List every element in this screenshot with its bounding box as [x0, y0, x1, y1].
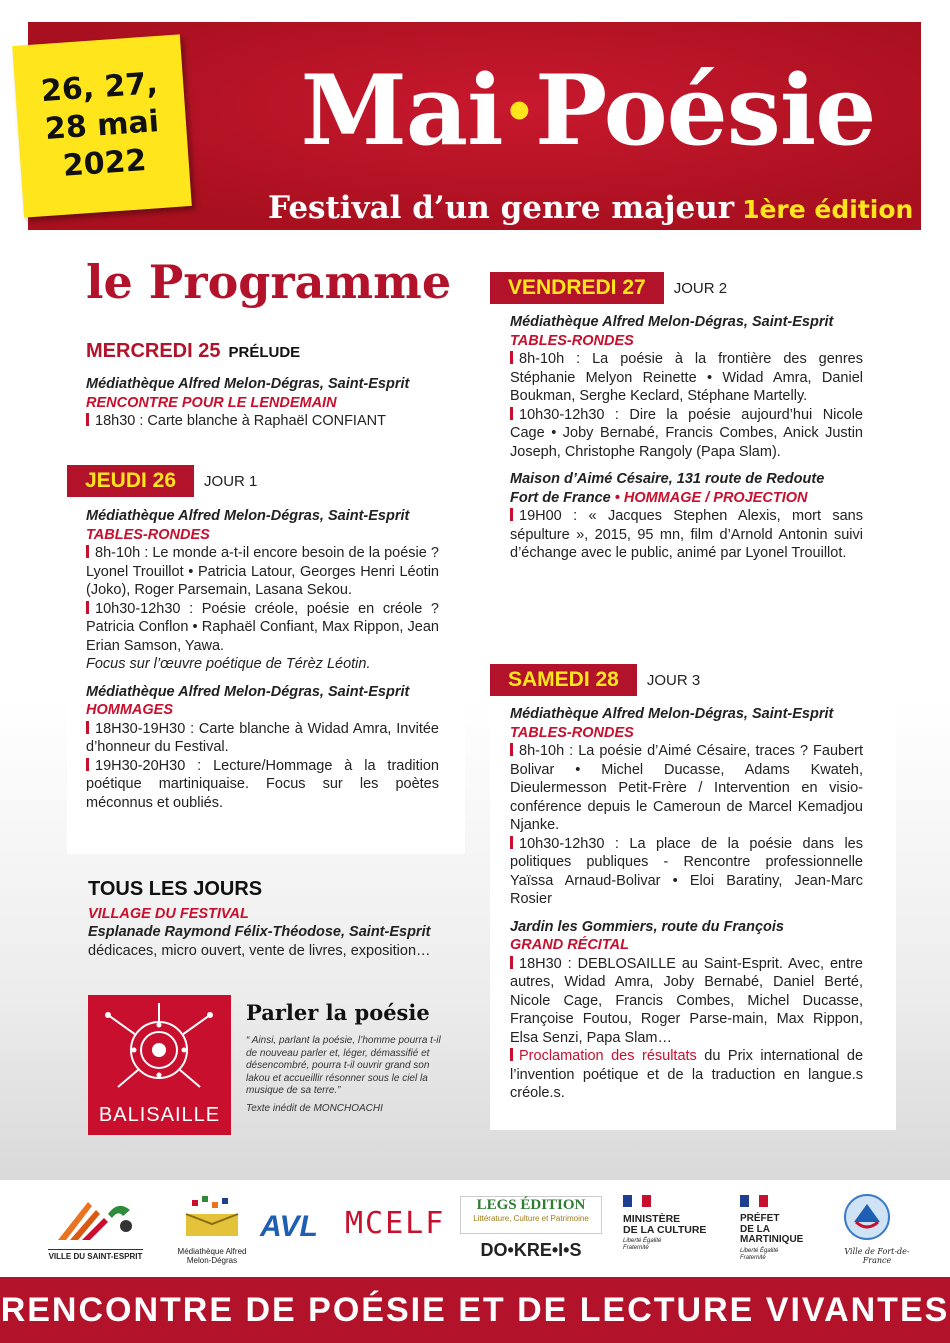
- saint-esprit-logo: VILLE DU SAINT-ESPRIT: [48, 1196, 143, 1266]
- balisaille-logo: BALISAILLE: [88, 995, 231, 1135]
- list-item: 8h-10h : La poésie d’Aimé Césaire, traces ? Faubert Bolivar • Michel Ducasse, Adams Kwateh, Dieulermesson Petit-Frère / Intervention en visio-conférence depuis le Cameroun de Marcel Kemadjou Njanke.: [510, 743, 863, 833]
- festival-title: Mai·Poésie: [300, 54, 876, 167]
- every-day-block: TOUS LES JOURS VILLAGE DU FESTIVAL Esplanade Raymond Félix-Théodose, Saint-Esprit dédicaces, micro ouvert, vente de livres, exposition…: [88, 878, 431, 959]
- festival-subtitle: Festival d’un genre majeur 1ère édition: [268, 190, 914, 226]
- saint-esprit-emblem-icon: [48, 1196, 143, 1244]
- balisaille-emblem-icon: [88, 995, 231, 1100]
- list-item: Proclamation des résultats du Prix international de l’invention poétique et de la traduction en langue.s créole.s.: [510, 1048, 864, 1101]
- legs-edition-logo: LEGS ÉDITION Littérature, Culture et Patrimoine: [460, 1196, 602, 1234]
- wednesday-block: Médiathèque Alfred Melon-Dégras, Saint-Esprit RENCONTRE POUR LE LENDEMAIN 18h30 : Carte blanche à Raphaël CONFIANT: [86, 375, 446, 431]
- ministere-culture-logo: MINISTÈRE DE LA CULTURE Liberté Égalité Fraternité: [623, 1194, 718, 1269]
- day-header-friday: VENDREDI 27 JOUR 2: [490, 272, 737, 304]
- partners-bar: [0, 1180, 950, 1275]
- dokreis-logo: DO•KRE•I•S: [480, 1240, 582, 1260]
- fort-de-france-emblem-icon: [842, 1192, 892, 1242]
- thursday-block: Médiathèque Alfred Melon-Dégras, Saint-Esprit TABLES-RONDES 8h-10h : Le monde a-t-il encore besoin de la poésie ? Lyonel Trouillot • Patricia Latour, Georges Henri Léotin (Joko), Roger Parsemain, Lasana Sekou. 10h30-12h30 : Poésie créole, poésie en créole ? Patricia Conflon • Raphaël Confiant, Max Rippon, Jean Erian Samson, Yawa. Focus sur l’œuvre poétique de Térèz Léotin. Médiathèque Alfred Melon-Dégras, Saint-Esprit HOMMAGES 18H30-19H30 : Carte blanche à Widad Amra, Invitée d’honneur du Festival. 19H30-20H30 : Lecture/Hommage à la tradition poétique martiniquaise. Focus sur les poètes méconnus et oubliés.: [86, 508, 439, 811]
- list-item: 8h-10h : La poésie à la frontière des genres Stéphanie Melyon Reinette • Widad Amra, Daniel Boukman, Serghe Keclard, Stéphane Martelly.: [510, 351, 863, 404]
- list-item: 10h30-12h30 : La place de la poésie dans les politiques publiques - Rencontre professionnelle Yaïssa Arnaud-Bolivar • Eloi Baratiny, Jean-Marc Rosier: [510, 835, 863, 907]
- list-item: 19H30-20H30 : Lecture/Hommage à la tradition poétique martiniquaise. Focus sur les poètes méconnus et oubliés.: [86, 757, 439, 811]
- program-title: le Programme: [86, 255, 452, 309]
- day-header-thursday: JEUDI 26 JOUR 1: [67, 465, 267, 497]
- list-item: 18h30 : Carte blanche à Raphaël CONFIANT: [86, 412, 446, 431]
- list-item: 10h30-12h30 : Poésie créole, poésie en créole ? Patricia Conflon • Raphaël Confiant, Max Rippon, Jean Erian Samson, Yawa.: [86, 600, 439, 654]
- day-header-saturday: SAMEDI 28 JOUR 3: [490, 664, 710, 696]
- mediatheque-emblem-icon: [172, 1194, 252, 1242]
- french-flag-icon: [623, 1195, 651, 1207]
- saturday-block: Médiathèque Alfred Melon-Dégras, Saint-Esprit TABLES-RONDES 8h-10h : La poésie d’Aimé Césaire, traces ? Faubert Bolivar • Michel Ducasse, Adams Kwateh, Dieulermesson Petit-Frère / Intervention en visio-conférence depuis le Cameroun de Marcel Kemadjou Njanke. 10h30-12h30 : La place de la poésie dans les politiques publiques - Rencontre professionnelle Yaïssa Arnaud-Bolivar • Eloi Baratiny, Jean-Marc Rosier Jardin les Gommiers, route du François GRAND RÉCITAL 18H30 : DEBLOSAILLE au Saint-Esprit. Avec, entre autres, Widad Amra, Joby Bernabé, Daniel Berté, Nicole Cage, Francis Combes, Michel Ducasse, Françoise Foutou, Roger Parse-main, Max Rippon, Elsa Senzi, Papa Slam… Proclamation des résultats du Prix international de l’invention poétique et de la traduction en langue.s créole.s.: [510, 706, 864, 1101]
- french-flag-icon: [740, 1195, 768, 1207]
- day-header-wednesday: MERCREDI 25 PRÉLUDE: [86, 340, 301, 362]
- edition-label: 1ère édition: [742, 195, 914, 224]
- footer-banner: RENCONTRE DE POÉSIE ET DE LECTURE VIVANTES: [0, 1277, 950, 1343]
- fort-de-france-logo: Ville de Fort-de-France: [832, 1192, 922, 1270]
- list-item: 18H30 : DEBLOSAILLE au Saint-Esprit. Avec, entre autres, Widad Amra, Joby Bernabé, Daniel Berté, Nicole Cage, Francis Combes, Michel Ducasse, Françoise Foutou, Roger Parse-main, Max Rippon, Elsa Senzi, Papa Slam…: [510, 955, 863, 1046]
- mcelf-logo: MCELF: [345, 1206, 446, 1241]
- list-item: 18H30-19H30 : Carte blanche à Widad Amra, Invitée d’honneur du Festival.: [86, 720, 439, 755]
- date-sticker: 26, 27, 28 mai 2022: [12, 34, 192, 217]
- list-item: 8h-10h : Le monde a-t-il encore besoin de la poésie ? Lyonel Trouillot • Patricia Latour, Georges Henri Léotin (Joko), Roger Parsemain, Lasana Sekou.: [86, 545, 439, 598]
- prefet-martinique-logo: PRÉFET DE LA MARTINIQUE Liberté Égalité Fraternité: [740, 1194, 820, 1269]
- parler-poesie-block: Parler la poésie “ Ainsi, parlant la poésie, l’homme pourra t-il de nouveau parler et, léger, démassifié et désencombré, pourra t-il ouvrir grand son lakou et accueillir résonner sous le ciel la musique de sa terre.” Texte inédit de MONCHOACHI: [246, 1000, 441, 1114]
- mediatheque-logo: Médiathèque Alfred Melon-Dégras: [172, 1194, 252, 1268]
- list-item: 19H00 : « Jacques Stephen Alexis, mort sans sépulture », 2015, 95 mn, film d’Arnold Antonin suivi d’échange avec le public, animé par Lyonel Trouillot.: [510, 508, 863, 561]
- list-item: 10h30-12h30 : Dire la poésie aujourd’hui Nicole Cage • Joby Bernabé, Francis Combes, Anick Justin Joseph, Christophe Rangoly (Papa Slam).: [510, 406, 863, 460]
- avl-logo: AVL: [260, 1210, 318, 1243]
- friday-block: Médiathèque Alfred Melon-Dégras, Saint-Esprit TABLES-RONDES 8h-10h : La poésie à la frontière des genres Stéphanie Melyon Reinette • Widad Amra, Daniel Boukman, Serghe Keclard, Stéphane Martelly. 10h30-12h30 : Dire la poésie aujourd’hui Nicole Cage • Joby Bernabé, Francis Combes, Anick Justin Joseph, Christophe Rangoly (Papa Slam). Maison d’Aimé Césaire, 131 route de Redoute Fort de France • HOMMAGE / PROJECTION 19H00 : « Jacques Stephen Alexis, mort sans sépulture », 2015, 95 mn, film d’Arnold Antonin suivi d’échange avec le public, animé par Lyonel Trouillot.: [510, 314, 863, 561]
